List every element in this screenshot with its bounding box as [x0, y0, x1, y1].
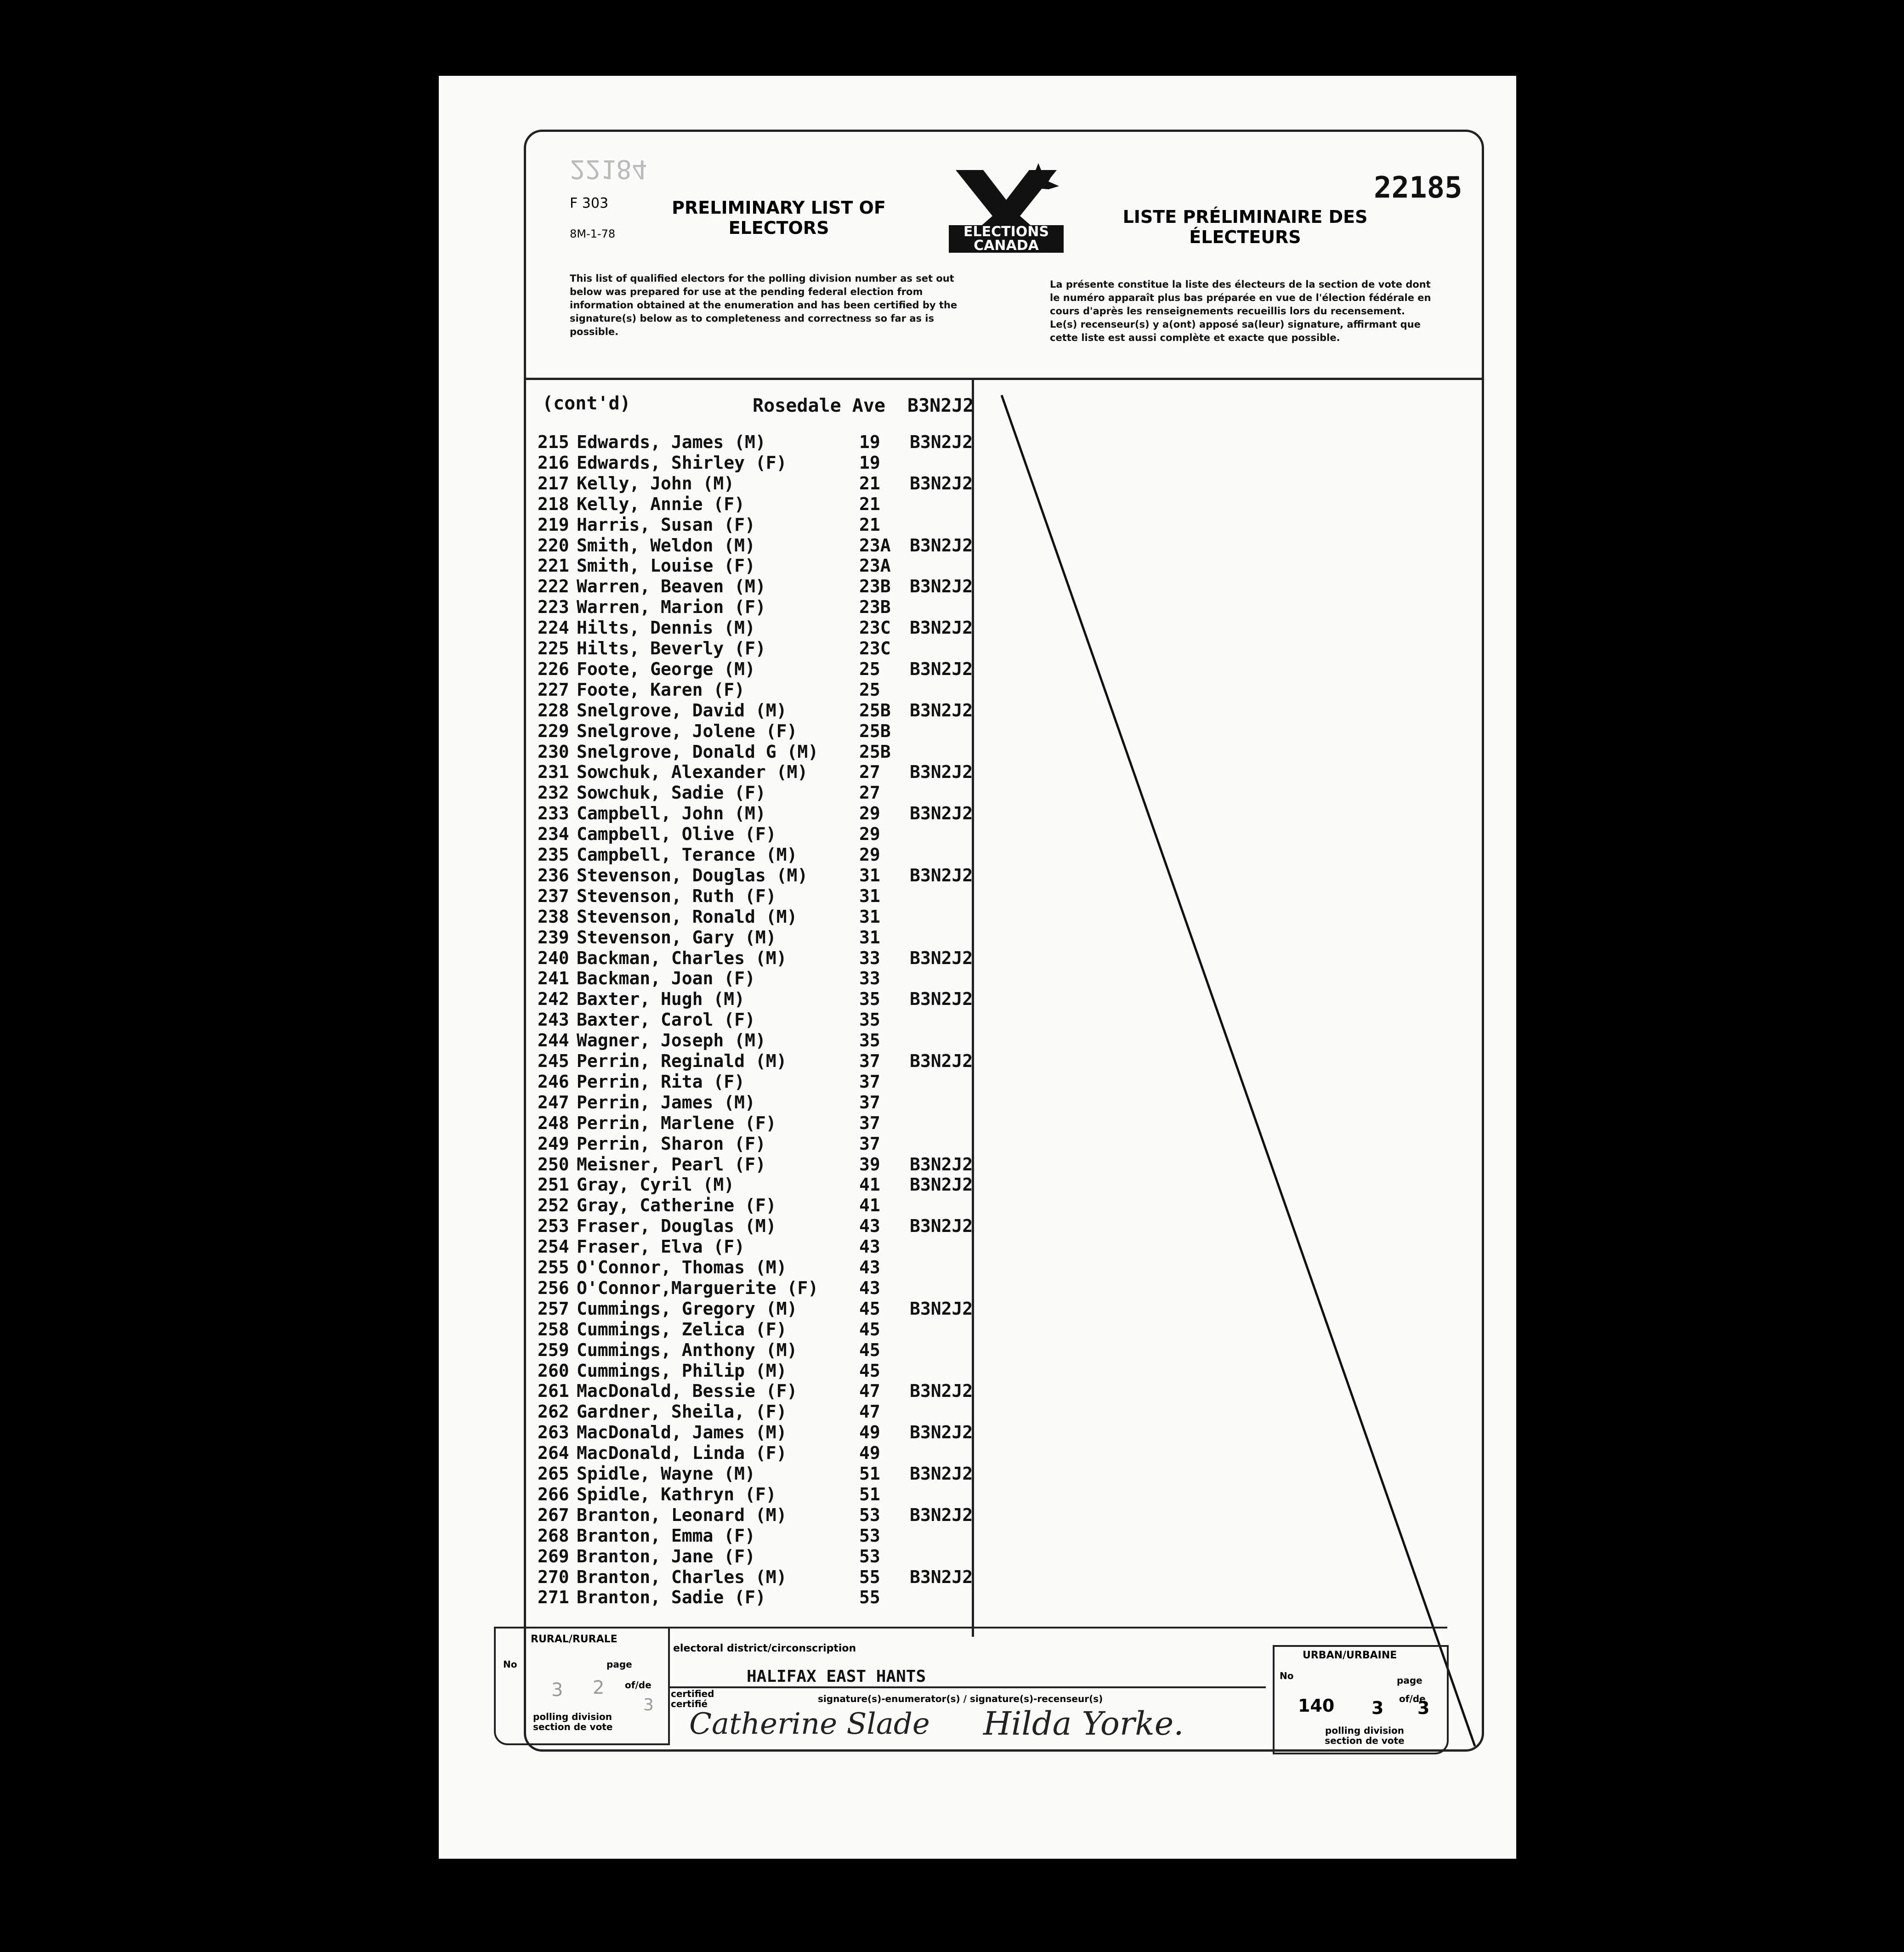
- postal-code: B3N2J2: [910, 1175, 973, 1195]
- list-item: [538, 576, 974, 597]
- entry-number: 225: [538, 638, 569, 658]
- list-item: [538, 1257, 974, 1278]
- elector-name: Spidle, Wayne (M): [577, 1464, 755, 1484]
- elector-name: Branton, Leonard (M): [577, 1504, 787, 1525]
- elector-name: Branton, Jane (F): [577, 1546, 755, 1566]
- list-item: [538, 1546, 974, 1567]
- postal-code: B3N2J2: [910, 432, 973, 452]
- elector-name: Stevenson, Ronald (M): [577, 906, 798, 927]
- list-item: [538, 1340, 974, 1361]
- entry-number: 254: [538, 1237, 569, 1257]
- rural-page-label: page: [606, 1659, 632, 1670]
- entry-number: 215: [538, 432, 569, 452]
- list-item: [538, 1237, 974, 1257]
- list-item: [538, 1484, 974, 1505]
- entry-number: 232: [538, 783, 569, 803]
- rural-no-label: No: [503, 1659, 517, 1670]
- entry-number: 236: [538, 865, 569, 885]
- street-number: 29: [859, 803, 880, 824]
- entry-number: 269: [538, 1546, 569, 1566]
- continued-label: (cont'd): [542, 393, 631, 414]
- street-number: 45: [859, 1298, 880, 1319]
- ghost-serial: 22184: [570, 154, 647, 184]
- entry-number: 235: [538, 845, 569, 865]
- street-number: 53: [859, 1504, 880, 1525]
- elections-canada-logo: [946, 161, 1066, 257]
- list-item: [538, 1195, 974, 1216]
- entry-number: 230: [538, 741, 569, 762]
- street-number: 19: [859, 432, 880, 452]
- street-number: 37: [859, 1133, 880, 1154]
- intro-french: La présente constitue la liste des électeurs de la section de vote dont le numéro apparaît plus bas préparée en vue de l'élection fédérale en cours d'après les renseignements recueillis lors du recensement. Le(s) recenseur(s) y a(ont) apposé sa(leur) signature, affirmant que cette liste est aussi complète et exacte que possible.: [1050, 279, 1431, 343]
- elector-name: Gray, Catherine (F): [577, 1195, 776, 1216]
- list-item: [538, 1216, 974, 1237]
- urban-no-label: No: [1280, 1670, 1294, 1681]
- list-item: [538, 1422, 974, 1443]
- list-item: [538, 1072, 974, 1092]
- street-number: 45: [859, 1339, 880, 1360]
- list-item: [538, 845, 974, 865]
- elector-name: O'Connor,Marguerite (F): [577, 1277, 819, 1298]
- list-item: [538, 1319, 974, 1340]
- elector-name: Cummings, Anthony (M): [577, 1339, 798, 1360]
- entry-number: 227: [538, 679, 569, 700]
- street-number: 37: [859, 1071, 880, 1092]
- entry-number: 238: [538, 906, 569, 927]
- elector-name: Baxter, Carol (F): [577, 1010, 755, 1030]
- serial-number: 22185: [1374, 171, 1462, 205]
- postal-code: B3N2J2: [910, 576, 973, 597]
- signature-enumerator-2: Hilda Yorke.: [983, 1705, 1184, 1742]
- list-item: [538, 1092, 974, 1113]
- entry-number: 255: [538, 1257, 569, 1277]
- elector-name: Smith, Weldon (M): [577, 535, 755, 556]
- street-number: 55: [859, 1566, 880, 1587]
- list-item: [538, 886, 974, 907]
- postal-code: B3N2J2: [910, 535, 973, 556]
- street-number: 23A: [859, 535, 891, 556]
- entry-number: 233: [538, 803, 569, 824]
- street-number: 29: [859, 824, 880, 845]
- list-item: [538, 1175, 974, 1195]
- postal-code: B3N2J2: [910, 1051, 973, 1071]
- urban-label: URBAN/URBAINE: [1303, 1650, 1397, 1661]
- entry-number: 234: [538, 824, 569, 845]
- street-number: 49: [859, 1422, 880, 1443]
- entry-number: 249: [538, 1133, 569, 1154]
- street-number: 23C: [859, 618, 891, 638]
- elector-name: Branton, Emma (F): [577, 1525, 755, 1546]
- district-label: electoral district/circonscription: [673, 1643, 856, 1654]
- street-number: 51: [859, 1464, 880, 1484]
- entry-number: 257: [538, 1298, 569, 1319]
- list-item: [538, 1134, 974, 1154]
- street-number: 41: [859, 1195, 880, 1216]
- list-item: [538, 618, 974, 638]
- rural-of-label: of/de: [625, 1680, 652, 1691]
- elector-name: Wagner, Joseph (M): [577, 1030, 766, 1051]
- elector-name: Harris, Susan (F): [577, 514, 755, 535]
- postal-code: B3N2J2: [910, 948, 973, 968]
- elector-name: Fraser, Douglas (M): [577, 1216, 776, 1237]
- postal-code: B3N2J2: [910, 762, 973, 783]
- list-item: [538, 762, 974, 783]
- rural-number: 3: [551, 1680, 563, 1701]
- list-item: [538, 1010, 974, 1030]
- district-name: HALIFAX EAST HANTS: [747, 1667, 926, 1686]
- elector-name: Warren, Beaven (M): [577, 576, 766, 597]
- entry-number: 226: [538, 658, 569, 679]
- entry-number: 243: [538, 1010, 569, 1030]
- list-item: [538, 597, 974, 618]
- street-number: 23B: [859, 597, 891, 618]
- street-number: 43: [859, 1277, 880, 1298]
- street-number: 21: [859, 494, 880, 514]
- elector-name: Spidle, Kathryn (F): [577, 1484, 776, 1504]
- entry-number: 246: [538, 1071, 569, 1092]
- entry-number: 270: [538, 1566, 569, 1587]
- elector-name: Cummings, Zelica (F): [577, 1319, 787, 1339]
- elector-name: Campbell, Terance (M): [577, 845, 798, 865]
- entry-number: 240: [538, 948, 569, 968]
- entry-number: 268: [538, 1525, 569, 1546]
- street-number: 25B: [859, 700, 891, 721]
- elector-name: O'Connor, Thomas (M): [577, 1257, 787, 1277]
- list-item: [538, 907, 974, 927]
- elector-name: Stevenson, Gary (M): [577, 927, 776, 948]
- elector-name: Backman, Joan (F): [577, 968, 755, 989]
- urban-polling-label: polling division section de vote: [1325, 1725, 1405, 1746]
- list-item: [538, 680, 974, 700]
- list-item: [538, 515, 974, 535]
- street-name: Rosedale Ave: [753, 395, 885, 416]
- entry-number: 224: [538, 618, 569, 638]
- postal-code: B3N2J2: [910, 1154, 973, 1175]
- street-postal-code: B3N2J2: [907, 395, 974, 416]
- street-number: 31: [859, 927, 880, 948]
- elector-name: Perrin, Reginald (M): [577, 1051, 787, 1071]
- intro-english: This list of qualified electors for the polling division number as set out below was prepared for use at the pending federal election from information obtained at the enumeration and has been certified by the signature(s) below as to completeness and correctness so far as is possible.: [570, 273, 958, 337]
- list-item: [538, 1154, 974, 1175]
- rural-label: RURAL/RURALE: [531, 1634, 618, 1645]
- street-number: 43: [859, 1237, 880, 1257]
- street-number: 21: [859, 473, 880, 494]
- street-number: 27: [859, 762, 880, 783]
- postal-code: B3N2J2: [910, 1422, 973, 1443]
- postal-code: B3N2J2: [910, 1298, 973, 1319]
- title-english: PRELIMINARY LIST OF ELECTORS: [672, 198, 886, 238]
- postal-code: B3N2J2: [910, 1566, 973, 1587]
- street-number: 23C: [859, 638, 891, 658]
- elector-name: Edwards, James (M): [577, 432, 766, 452]
- list-item: [538, 1464, 974, 1484]
- postal-code: B3N2J2: [910, 865, 973, 885]
- list-item: [538, 1443, 974, 1464]
- street-number: 29: [859, 845, 880, 865]
- elector-name: Fraser, Elva (F): [577, 1237, 745, 1257]
- entry-number: 261: [538, 1381, 569, 1402]
- street-number: 23B: [859, 576, 891, 597]
- street-number: 41: [859, 1175, 880, 1195]
- street-number: 45: [859, 1319, 880, 1339]
- street-number: 47: [859, 1402, 880, 1422]
- list-item: [538, 803, 974, 824]
- elector-name: MacDonald, Linda (F): [577, 1443, 787, 1464]
- street-number: 33: [859, 968, 880, 989]
- street-number: 27: [859, 783, 880, 803]
- header-divider: [524, 378, 1482, 380]
- entry-number: 258: [538, 1319, 569, 1339]
- entry-number: 222: [538, 576, 569, 597]
- list-item: [538, 700, 974, 721]
- street-number: 43: [859, 1257, 880, 1277]
- street-number: 19: [859, 452, 880, 473]
- entry-number: 245: [538, 1051, 569, 1071]
- form-number: F 303: [570, 195, 609, 211]
- district-underline: [669, 1686, 1266, 1688]
- elector-name: Perrin, Rita (F): [577, 1071, 745, 1092]
- entry-number: 252: [538, 1195, 569, 1216]
- postal-code: B3N2J2: [910, 658, 973, 679]
- list-item: [538, 1381, 974, 1402]
- street-number: 53: [859, 1546, 880, 1566]
- postal-code: B3N2J2: [910, 1381, 973, 1402]
- elector-name: Sowchuk, Alexander (M): [577, 762, 808, 783]
- list-item: [538, 659, 974, 680]
- entry-number: 271: [538, 1587, 569, 1608]
- entry-number: 217: [538, 473, 569, 494]
- street-number: 31: [859, 906, 880, 927]
- postal-code: B3N2J2: [910, 803, 973, 824]
- logo-text: ELECTIONS CANADA: [949, 225, 1064, 253]
- cancel-line: [992, 386, 1479, 1755]
- street-number: 37: [859, 1051, 880, 1071]
- street-number: 49: [859, 1443, 880, 1464]
- title-french: LISTE PRÉLIMINAIRE DES ÉLECTEURS: [1122, 207, 1368, 247]
- elector-name: Branton, Sadie (F): [577, 1587, 766, 1608]
- elector-name: MacDonald, James (M): [577, 1422, 787, 1443]
- elector-name: Smith, Louise (F): [577, 556, 755, 576]
- elector-name: Kelly, Annie (F): [577, 494, 745, 514]
- entry-number: 264: [538, 1443, 569, 1464]
- street-number: 23A: [859, 556, 891, 576]
- elector-name: Kelly, John (M): [577, 473, 735, 494]
- list-item: [538, 1567, 974, 1588]
- list-item: [538, 1402, 974, 1422]
- entry-number: 248: [538, 1112, 569, 1133]
- street-number: 25: [859, 679, 880, 700]
- street-number: 55: [859, 1587, 880, 1608]
- entry-number: 241: [538, 968, 569, 989]
- list-item: [538, 783, 974, 803]
- elector-name: Stevenson, Douglas (M): [577, 865, 808, 885]
- elector-name: Snelgrove, Donald G (M): [577, 741, 819, 762]
- certified-label: certified certifié: [671, 1688, 714, 1709]
- street-number: 45: [859, 1360, 880, 1381]
- list-item: [538, 1113, 974, 1134]
- street-number: 37: [859, 1112, 880, 1133]
- elector-name: Campbell, John (M): [577, 803, 766, 824]
- entry-number: 229: [538, 721, 569, 741]
- entry-number: 250: [538, 1154, 569, 1175]
- list-item: [538, 824, 974, 845]
- form-date: 8M-1-78: [570, 227, 616, 240]
- urban-page: 3: [1371, 1698, 1384, 1718]
- street-number: 53: [859, 1525, 880, 1546]
- list-item: [538, 494, 974, 515]
- list-item: [538, 721, 974, 742]
- elector-name: Gardner, Sheila, (F): [577, 1402, 787, 1422]
- entry-number: 262: [538, 1402, 569, 1422]
- street-number: 31: [859, 865, 880, 885]
- list-item: [538, 535, 974, 556]
- entry-number: 265: [538, 1464, 569, 1484]
- elector-name: Edwards, Shirley (F): [577, 452, 787, 473]
- rural-of: 3: [643, 1696, 654, 1714]
- entry-number: 220: [538, 535, 569, 556]
- urban-of: 3: [1417, 1698, 1430, 1718]
- list-item: [538, 1030, 974, 1051]
- list-item: [538, 1051, 974, 1072]
- street-number: 35: [859, 989, 880, 1010]
- list-item: [538, 865, 974, 886]
- street-number: 33: [859, 948, 880, 968]
- list-item: [538, 948, 974, 969]
- list-item: [538, 556, 974, 576]
- list-item: [538, 432, 974, 453]
- elector-name: Perrin, Sharon (F): [577, 1133, 766, 1154]
- elector-name: Meisner, Pearl (F): [577, 1154, 766, 1175]
- street-number: 21: [859, 514, 880, 535]
- entry-number: 216: [538, 452, 569, 473]
- postal-code: B3N2J2: [910, 618, 973, 638]
- entry-number: 223: [538, 597, 569, 618]
- entry-number: 231: [538, 762, 569, 783]
- elector-name: Branton, Charles (M): [577, 1566, 787, 1587]
- elector-name: Stevenson, Ruth (F): [577, 885, 776, 906]
- entry-number: 239: [538, 927, 569, 948]
- street-number: 35: [859, 1010, 880, 1030]
- elector-name: Hilts, Beverly (F): [577, 638, 766, 658]
- elector-name: Perrin, Marlene (F): [577, 1112, 776, 1133]
- signature-enumerator-1: Catherine Slade: [689, 1707, 930, 1741]
- rural-polling-label: polling division section de vote: [533, 1711, 613, 1732]
- list-item: [538, 1361, 974, 1381]
- entry-number: 256: [538, 1277, 569, 1298]
- entry-number: 247: [538, 1092, 569, 1112]
- list-item: [538, 1526, 974, 1546]
- list-item: [538, 473, 974, 494]
- elector-name: Gray, Cyril (M): [577, 1175, 735, 1195]
- street-number: 31: [859, 885, 880, 906]
- elector-name: Cummings, Philip (M): [577, 1360, 787, 1381]
- elector-name: Perrin, James (M): [577, 1092, 755, 1112]
- street-number: 39: [859, 1154, 880, 1175]
- urban-of-label: of/de: [1399, 1693, 1426, 1704]
- list-item: [538, 453, 974, 473]
- street-number: 35: [859, 1030, 880, 1051]
- list-item: [538, 989, 974, 1010]
- street-number: 37: [859, 1092, 880, 1112]
- postal-code: B3N2J2: [910, 989, 973, 1010]
- entry-number: 228: [538, 700, 569, 721]
- entry-number: 263: [538, 1422, 569, 1443]
- entry-number: 266: [538, 1484, 569, 1504]
- postal-code: B3N2J2: [910, 1464, 973, 1484]
- elector-name: Warren, Marion (F): [577, 597, 766, 618]
- list-item: [538, 968, 974, 989]
- list-item: [538, 638, 974, 659]
- entry-number: 253: [538, 1216, 569, 1237]
- list-item: [538, 1587, 974, 1608]
- elector-name: Snelgrove, David (M): [577, 700, 787, 721]
- elector-name: Foote, Karen (F): [577, 679, 745, 700]
- street-number: 25B: [859, 741, 891, 762]
- entry-number: 221: [538, 556, 569, 576]
- postal-code: B3N2J2: [910, 1216, 973, 1237]
- postal-code: B3N2J2: [910, 1504, 973, 1525]
- list-item: [538, 1278, 974, 1299]
- street-number: 25: [859, 658, 880, 679]
- elector-name: Baxter, Hugh (M): [577, 989, 745, 1010]
- entry-number: 237: [538, 885, 569, 906]
- entry-number: 260: [538, 1360, 569, 1381]
- street-number: 43: [859, 1216, 880, 1237]
- elector-name: Snelgrove, Jolene (F): [577, 721, 798, 741]
- postal-code: B3N2J2: [910, 700, 973, 721]
- elector-name: Backman, Charles (M): [577, 948, 787, 968]
- list-item: [538, 1299, 974, 1319]
- entry-number: 218: [538, 494, 569, 514]
- street-number: 47: [859, 1381, 880, 1402]
- signature-label: signature(s)-enumerator(s) / signature(s)-recenseur(s): [818, 1693, 1103, 1704]
- entry-number: 219: [538, 514, 569, 535]
- street-number: 25B: [859, 721, 891, 741]
- elector-list: [538, 432, 974, 1608]
- street-number: 51: [859, 1484, 880, 1504]
- list-item: [538, 927, 974, 948]
- entry-number: 242: [538, 989, 569, 1010]
- entry-number: 259: [538, 1339, 569, 1360]
- urban-page-label: page: [1397, 1675, 1422, 1686]
- list-item: [538, 1505, 974, 1526]
- elector-name: MacDonald, Bessie (F): [577, 1381, 798, 1402]
- elector-name: Hilts, Dennis (M): [577, 618, 755, 638]
- urban-number: 140: [1298, 1696, 1335, 1716]
- entry-number: 244: [538, 1030, 569, 1051]
- elector-name: Cummings, Gregory (M): [577, 1298, 798, 1319]
- postal-code: B3N2J2: [910, 473, 973, 494]
- elector-name: Campbell, Olive (F): [577, 824, 776, 845]
- entry-number: 267: [538, 1504, 569, 1525]
- elector-name: Sowchuk, Sadie (F): [577, 783, 766, 803]
- elector-name: Foote, George (M): [577, 658, 755, 679]
- entry-number: 251: [538, 1175, 569, 1195]
- list-item: [538, 742, 974, 762]
- rural-page: 2: [593, 1677, 605, 1698]
